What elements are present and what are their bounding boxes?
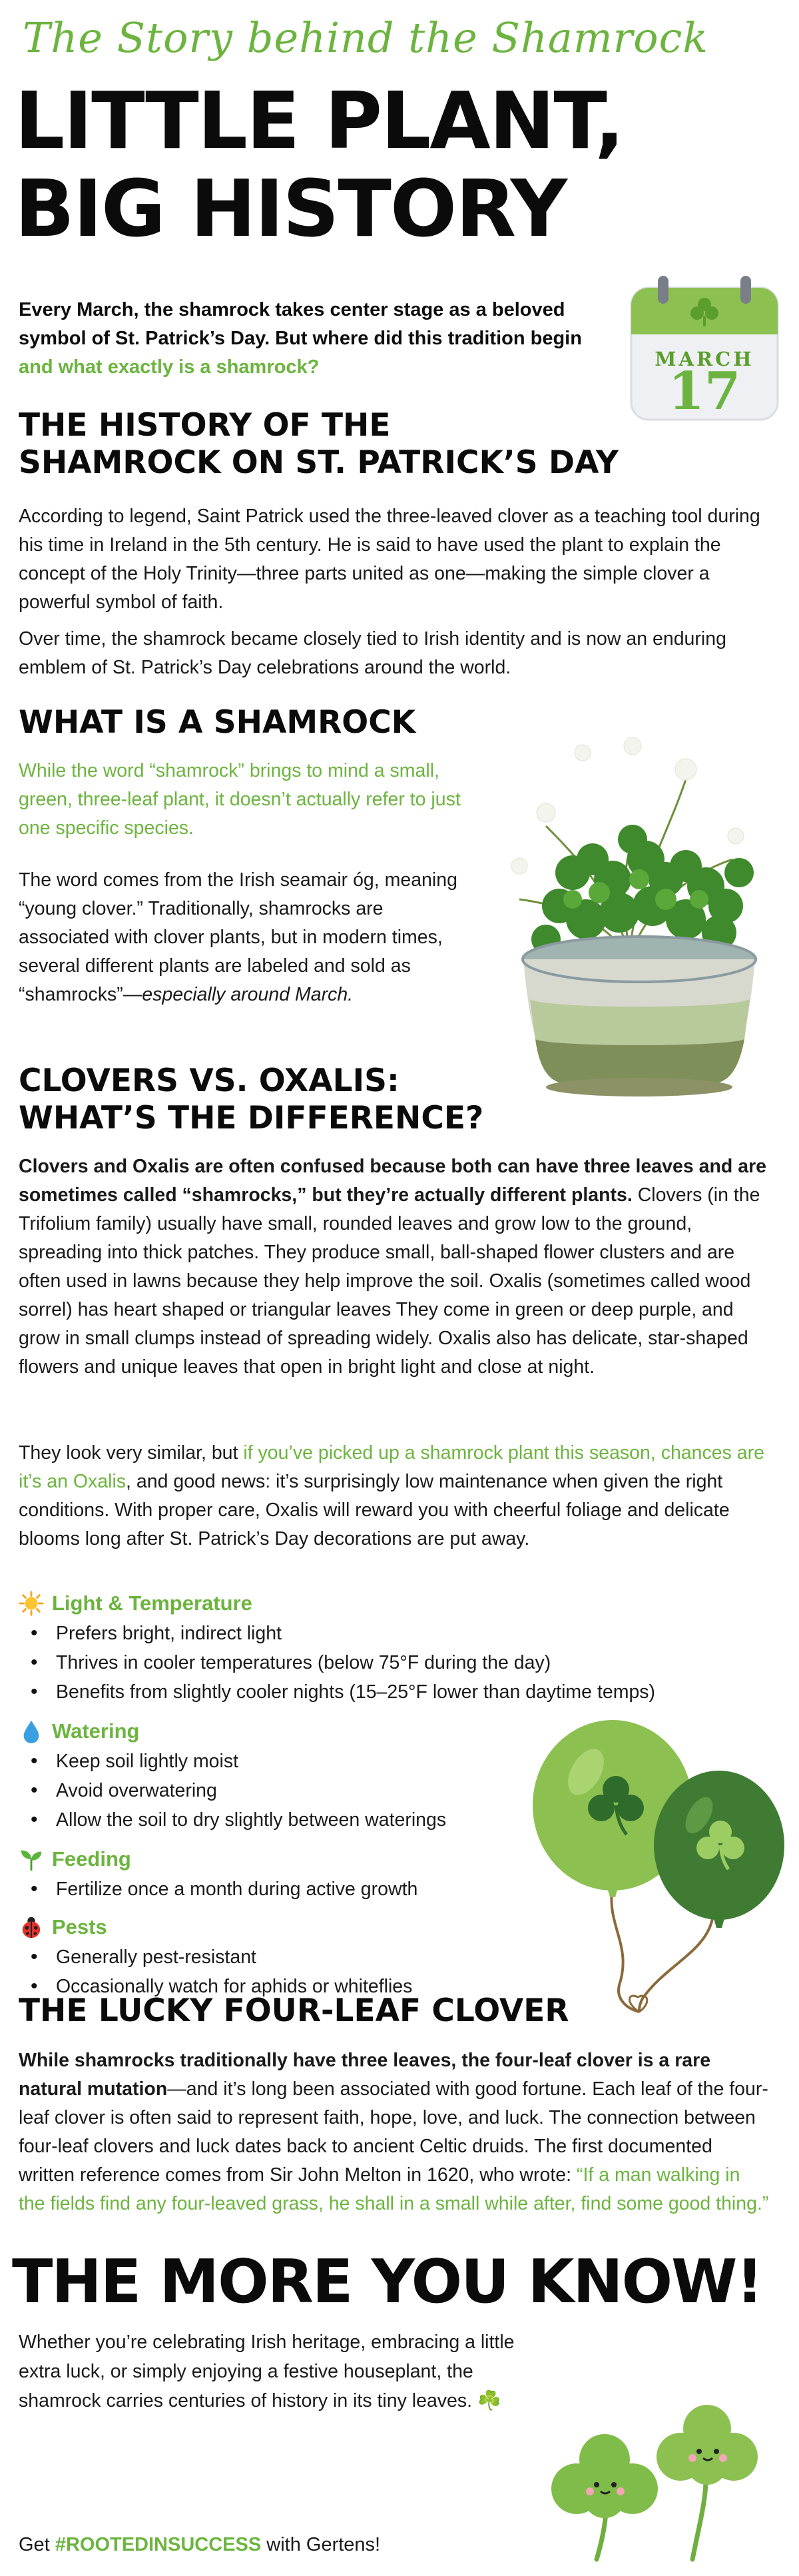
history-paragraph-1: According to legend, Saint Patrick used the three-leaved clover as a teaching tool during his time in Ireland in the 5th century. He is said to have used the plant to explain the concept of the Holy Trinity—three parts united as one—making the simple clover a powerful symbol of faith. [19, 506, 760, 613]
main-title-line1: LITTLE PLANT, [15, 75, 623, 167]
clovers-paragraph-2 [19, 1439, 771, 1553]
fourleaf-body: —and it’s long been associated with good fortune. Each leaf of the four-leaf clover is often said to represent faith, hope, love, and luck. The connection between four-leaf clovers and luck dates back to ancient Celtic druids. The first documented written reference comes from Sir John Melton in 1620, who wrote: [19, 2078, 768, 2186]
intro-highlight: and what exactly is a shamrock? [19, 356, 320, 378]
clovers-p2-highlight: if you’ve picked up a shamrock plant this season, chances are it’s an Oxalis [19, 1442, 764, 1492]
clovers-p2-start: They look very similar, but [19, 1442, 238, 1464]
more-body: Whether you’re celebrating Irish heritage, embracing a little extra luck, or simply enjoying a festive houseplant, the shamrock carries centuries of history in its tiny leaves. [19, 2332, 515, 2411]
list-item: • Fertilize once a month during active growth [19, 1875, 525, 1904]
clovers-p2-end: , and good news: it’s surprisingly low maintenance when given the right conditions. With proper care, Oxalis will reward you with cheerful foliage and delicate blooms long after St. Patrick’s Day decorations are put away. [19, 1471, 730, 1549]
shamrock-emoji-icon: ☘️ [477, 2390, 501, 2411]
calendar-month: MARCH [655, 348, 754, 370]
history-heading-line2: SHAMROCK ON ST. PATRICK’S DAY [19, 444, 619, 481]
clovers-paragraph-1 [19, 1152, 771, 1382]
list-item: • Keep soil lightly moist [19, 1747, 525, 1776]
kicker-script: The Story behind the Shamrock [23, 13, 708, 62]
intro-paragraph [19, 296, 605, 382]
care-feeding-label: Feeding [52, 1847, 131, 1871]
cute-clovers-image [533, 2385, 792, 2573]
footer-end: with Gertens! [266, 2534, 381, 2555]
care-feeding [19, 1844, 525, 1904]
seedling-icon [19, 1847, 44, 1872]
list-item: • Generally pest-resistant [19, 1942, 525, 1972]
list-item: • Benefits from slightly cooler nights (15–25°F lower than daytime temps) [19, 1677, 784, 1707]
more-heading: THE MORE YOU KNOW! [12, 2247, 762, 2317]
what-body [19, 866, 478, 1009]
calendar-icon [627, 273, 782, 424]
fourleaf-heading: THE LUCKY FOUR-LEAF CLOVER [19, 1992, 569, 2029]
oxalis-plant-image [466, 706, 792, 1106]
list-item: • Allow the soil to dry slightly between waterings [19, 1805, 525, 1835]
fourleaf-paragraph [19, 2046, 771, 2218]
care-pests [19, 1912, 525, 2001]
list-item: • Thrives in cooler temperatures (below 75°F during the day) [19, 1648, 784, 1677]
clovers-body: Clovers (in the Trifolium family) usually have small, rounded leaves and grow low to the ground, spreading into thick patches. They produce small, ball-shaped flower clusters and are often used in lawns because they help improve the soil. Oxalis (sometimes called wood sorrel) has heart shaped or triangular leaves They come in green or deep purple, and grow in small clumps instead of spreading widely. Oxalis also has delicate, star-shaped flowers and unique leaves that open in bright light and close at night. [19, 1184, 760, 1378]
footer [19, 2531, 380, 2558]
what-body-italic: especially around March. [142, 984, 354, 1005]
intro-text: Every March, the shamrock takes center stage as a beloved symbol of St. Patrick’s Day. But where did this tradition begin [19, 299, 582, 349]
what-heading: WHAT IS A SHAMROCK [19, 704, 416, 741]
list-item: • Prefers bright, indirect light [19, 1619, 784, 1648]
list-item: • Avoid overwatering [19, 1776, 525, 1805]
water-drop-icon [19, 1719, 44, 1744]
footer-start: Get [19, 2534, 50, 2555]
calendar-day: 17 [668, 361, 741, 422]
fourleaf-bold-lead: While shamrocks traditionally have three leaves, the four-leaf clover is a rare natural mutation [19, 2050, 711, 2100]
what-body-text: The word comes from the Irish seamair óg, meaning “young clover.” Traditionally, shamrocks are associated with clover plants, but in modern times, several different plants are labeled and sold as “shamrocks”— [19, 869, 457, 1005]
clovers-heading-line1: CLOVERS VS. OXALIS: [19, 1063, 400, 1099]
list-item: • Occasionally watch for aphids or whiteflies [19, 1972, 525, 2001]
history-heading-line1: THE HISTORY OF THE [19, 407, 391, 444]
more-paragraph [19, 2328, 551, 2415]
clovers-bold-lead: Clovers and Oxalis are often confused because both can have three leaves and are sometimes called “shamrocks,” but they’re actually different plants. [19, 1156, 767, 1206]
what-lead: While the word “shamrock” brings to mind a small, green, three-leaf plant, it doesn’t actually refer to just one specific species. [19, 760, 461, 839]
clovers-heading-line2: WHAT’S THE DIFFERENCE? [19, 1100, 484, 1136]
fourleaf-quote: “If a man walking in the fields find any four-leaved grass, he shall in a small while after, find some good thing.” [19, 2164, 769, 2214]
care-light [19, 1588, 784, 1707]
hashtag-link[interactable]: #ROOTEDINSUCCESS [55, 2534, 262, 2555]
care-pests-label: Pests [52, 1915, 107, 1938]
main-title-line2: BIG HISTORY [15, 163, 567, 254]
sun-icon [19, 1591, 44, 1616]
history-paragraph-2: Over time, the shamrock became closely tied to Irish identity and is now an enduring emblem of St. Patrick’s Day celebrations around the world. [19, 628, 726, 678]
care-light-label: Light & Temperature [52, 1591, 252, 1615]
care-watering [19, 1716, 525, 1835]
ladybug-icon [19, 1915, 44, 1940]
shamrock-balloons-image [506, 1705, 786, 2018]
care-watering-label: Watering [52, 1719, 140, 1743]
